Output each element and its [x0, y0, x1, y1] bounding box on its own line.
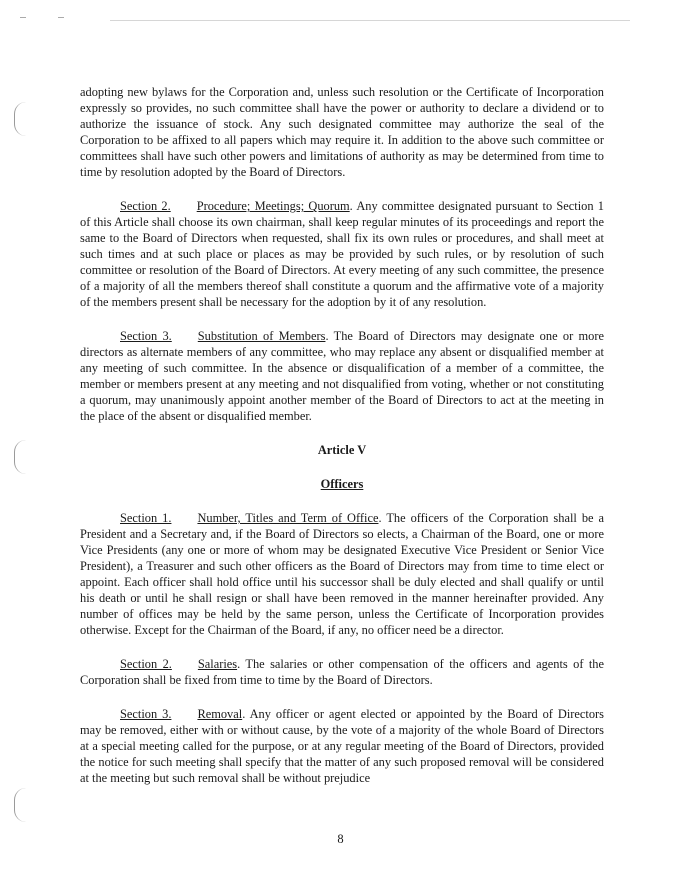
- section-title: Procedure; Meetings; Quorum: [196, 199, 350, 213]
- scan-mark: [58, 17, 64, 18]
- page-number: 8: [337, 832, 344, 846]
- section-text: The officers of the Corporation shall be a President and a Secretary and, if the Board of Directors so elects, a Chairman of the Board, one or more Vice Presidents (any one or more of whom may be designated Executive Vice President or Senior Vice President), a Treasurer and such other officers as the Board of Directors may from time to time elect or appoint. Each officer shall hold office until his successor shall be duly elected and shall qualify or until his death or until he shall resign or shall have been removed in the manner hereinafter provided. Any number of offices may be held by the same person, unless the Certificate of Incorporation provides otherwise. Except for the Chairman of the Board, if any, no officer need be a director.: [80, 511, 604, 637]
- section-number: Section 3.: [120, 707, 172, 721]
- section-number: Section 1.: [120, 511, 172, 525]
- section-text: Any committee designated pursuant to Section 1 of this Article shall choose its own chairman, shall keep regular minutes of its proceedings and report the same to the Board of Directors when requested, shall fix its own rules or procedures, and shall meet at such times and at such place or places as may be provided by such rules, or by resolution of such committee or resolution of the Board of Directors. At every meeting of any such committee, the presence of a majority of all the members thereof shall constitute a quorum and the affirmative vote of a majority of the members present shall be necessary for the adoption by it of any resolution.: [80, 199, 604, 309]
- section-title: Salaries: [197, 657, 238, 671]
- punch-hole-mark: [14, 102, 27, 136]
- section-text: The salaries or other compensation of the officers and agents of the Corporation shall be fixed from time to time by the Board of Directors.: [80, 657, 604, 687]
- section-text: Any officer or agent elected or appointed by the Board of Directors may be removed, either with or without cause, by the vote of a majority of the whole Board of Directors at a special meeting called for the purpose, or at any regular meeting of the Board of Directors, provided the notice for such meeting shall specify that the matter of any such proposed removal will be considered at the meeting but such removal shall be without prejudice: [80, 707, 605, 785]
- scan-top-line: [110, 20, 630, 21]
- article-heading: Article V: [317, 443, 367, 457]
- section-number: Section 2.: [120, 657, 172, 671]
- art5-section-1: Section 1. Number, Titles and Term of Office. The officers of the Corporation shall be a President and a Secretary and, if the Board of Directors so elects, a Chairman of the Board, one or more Vice Presidents (any one or more of whom may be designated Executive Vice President or Senior Vice President), a Treasurer and such other officers as the Board of Directors may from time to time elect or appoint. Each officer shall hold office until his successor shall be duly elected and shall qualify or until his death or until he shall resign or shall have been removed in the manner hereinafter provided. Any number of offices may be held by the same person, unless the Certificate of Incorporation provides otherwise. Except for the Chairman of the Board, if any, no officer need be a director.: [80, 511, 604, 637]
- art4-section-3: Section 3. Substitution of Members. The Board of Directors may designate one or more directors as alternate members of any committee, who may replace any absent or disqualified member at any meeting of such committee. In the absence or disqualification of a member of a committee, the member or members present at any meeting and not disqualified from voting, whether or not constituting a quorum, may unanimously appoint another member of the Board of Directors to act at the meeting in the place of the absent or disqualified member.: [80, 329, 604, 423]
- art5-section-3: Section 3. Removal. Any officer or agent elected or appointed by the Board of Directors may be removed, either with or without cause, by the vote of a majority of the whole Board of Directors at a special meeting called for the purpose, or at any regular meeting of the Board of Directors, provided the notice for such meeting shall specify that the matter of any such proposed removal will be considered at the meeting but such removal shall be without prejudice: [80, 707, 605, 785]
- section-title: Number, Titles and Term of Office: [197, 511, 379, 525]
- section-title: Removal: [197, 707, 243, 721]
- section-title: Substitution of Members: [197, 329, 326, 343]
- art5-section-2: Section 2. Salaries. The salaries or other compensation of the officers and agents of the Corporation shall be fixed from time to time by the Board of Directors.: [80, 657, 604, 687]
- section-number: Section 3.: [120, 329, 172, 343]
- punch-hole-mark: [14, 440, 27, 474]
- article-subheading: Officers: [320, 477, 364, 491]
- punch-hole-mark: [14, 788, 27, 822]
- art4-section-2: Section 2. Procedure; Meetings; Quorum. Any committee designated pursuant to Section 1 of this Article shall choose its own chairman, shall keep regular minutes of its proceedings and report the same to the Board of Directors when requested, shall fix its own rules or procedures, and shall meet at such times and at such place or places as may be provided by such rules, or by resolution of such committee or resolution of the Board of Directors. At every meeting of any such committee, the presence of a majority of all the members thereof shall constitute a quorum and the affirmative vote of a majority of the members present shall be necessary for the adoption by it of any resolution.: [80, 199, 604, 309]
- document-body: [80, 84, 604, 804]
- intro-paragraph: adopting new bylaws for the Corporation and, unless such resolution or the Certificate of Incorporation expressly so provides, no such committee shall have the power or authority to declare a dividend or to authorize the issuance of stock. Any such designated committee may authorize the seal of the Corporation to be affixed to all papers which may require it. In addition to the above such committee or committees shall have such other powers and limitations of authority as may be determined from time to time by resolution adopted by the Board of Directors.: [80, 85, 604, 179]
- section-text: The Board of Directors may designate one or more directors as alternate members of any committee, who may replace any absent or disqualified member at any meeting of such committee. In the absence or disqualification of a member of a committee, the member or members present at any meeting and not disqualified from voting, whether or not constituting a quorum, may unanimously appoint another member of the Board of Directors to act at the meeting in the place of the absent or disqualified member.: [80, 329, 604, 423]
- scan-mark: [20, 17, 26, 18]
- section-number: Section 2.: [120, 199, 171, 213]
